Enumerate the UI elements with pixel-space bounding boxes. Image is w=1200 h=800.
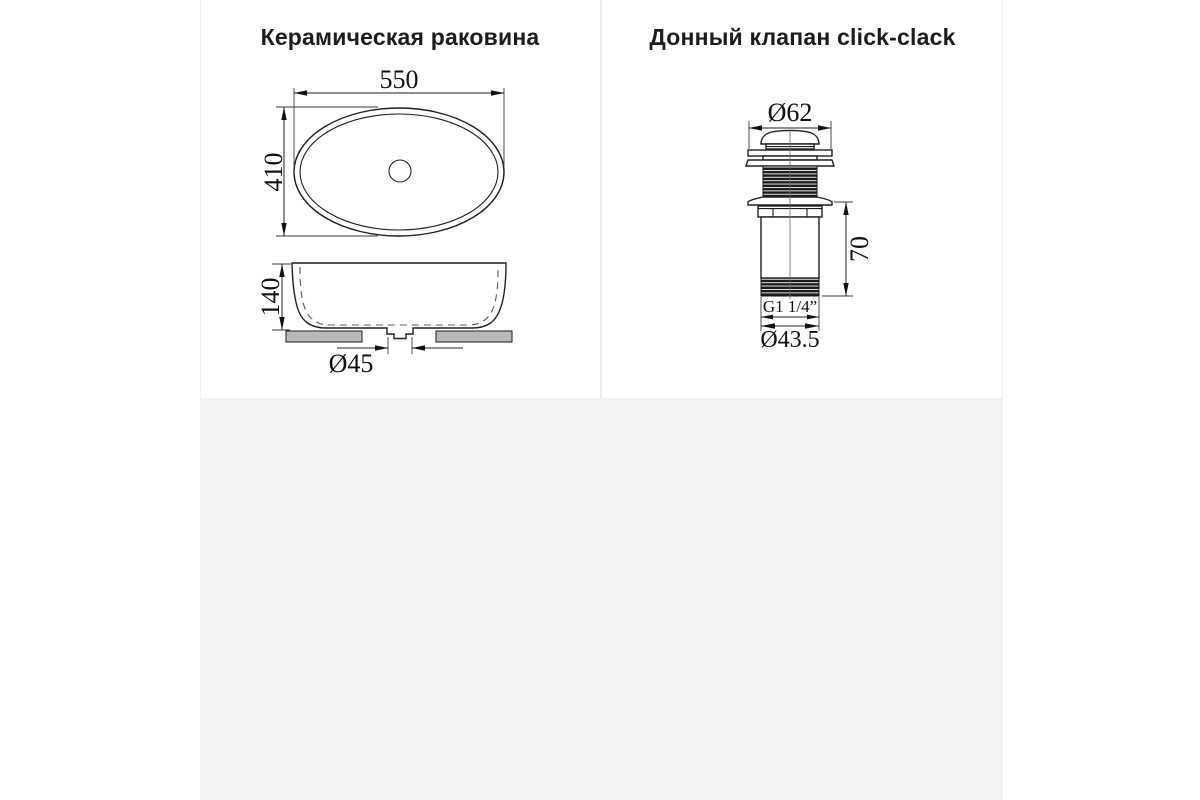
sink-height-label: 140 (256, 277, 285, 317)
dimension-drain-45 (329, 337, 463, 378)
gallery-lower-background (200, 398, 1003, 800)
valve-panel-title: Донный клапан click-clack (649, 24, 956, 50)
valve-technical-drawing (602, 0, 1003, 398)
dimension-140 (256, 264, 291, 330)
valve-outer-diameter-label: Ø43.5 (760, 327, 820, 353)
dimension-length-70 (822, 202, 874, 296)
diagram-panels (200, 0, 1003, 398)
sink-outer-rim (294, 108, 504, 236)
countertop-left (286, 331, 362, 342)
panel-valve (602, 0, 1003, 398)
sink-top-view (294, 108, 504, 236)
sink-width-label: 550 (379, 65, 419, 94)
countertop-right (436, 331, 512, 342)
sink-technical-drawing (200, 0, 600, 398)
dimension-thread (760, 297, 819, 353)
valve-length-label: 70 (845, 236, 874, 262)
panel-sink (200, 0, 600, 398)
sink-side-view (286, 263, 512, 342)
sink-panel-title: Керамическая раковина (260, 24, 540, 50)
sink-drain-label: Ø45 (328, 349, 374, 378)
valve-body-drawing (746, 130, 834, 299)
valve-thread-label: G1 1/4” (762, 297, 818, 316)
sink-bowl-outline (292, 263, 506, 339)
product-image-gallery (200, 0, 1003, 800)
valve-cap-label: Ø62 (767, 98, 813, 127)
sink-depth-label: 410 (259, 152, 288, 192)
